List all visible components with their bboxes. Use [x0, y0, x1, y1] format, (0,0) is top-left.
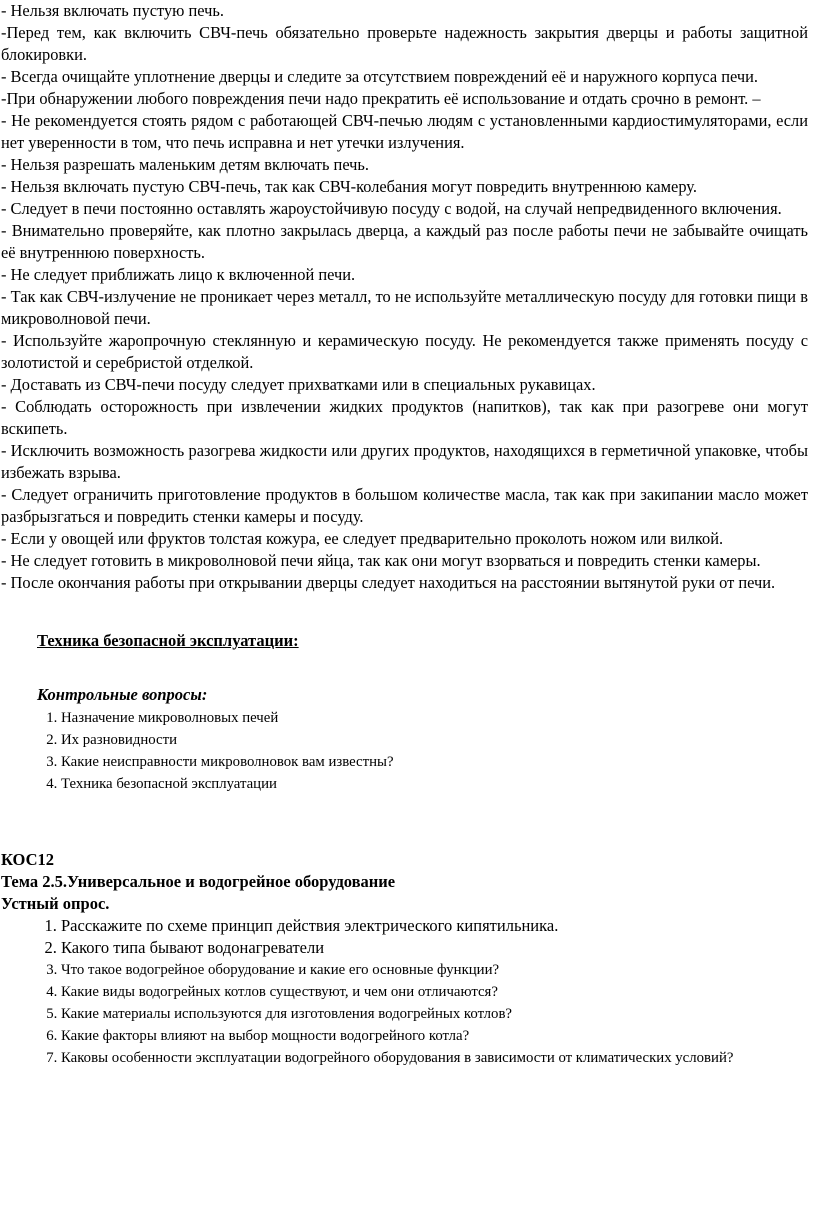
rule-paragraph: - Если у овощей или фруктов толстая кожура, ее следует предварительно проколоть ножом или вилкой.: [1, 529, 724, 548]
rule-paragraph: - Не следует готовить в микроволновой печи яйца, так как они могут взорваться и повредить стенки камеры.: [1, 551, 761, 570]
rule-paragraph: - Не рекомендуется стоять рядом с работающей СВЧ-печью людям с установленными кардиостимуляторами, если нет уверенности в том, что печь исправна и нет утечки излучения.: [1, 111, 808, 152]
rule-paragraph: -При обнаружении любого повреждения печи надо прекратить её использование и отдать срочно в ремонт. –: [1, 89, 761, 108]
rule-paragraph: -Перед тем, как включить СВЧ-печь обязательно проверьте надежность закрытия дверцы и работы защитной блокировки.: [1, 23, 808, 64]
safety-heading: Техника безопасной эксплуатации:: [37, 631, 299, 650]
list-item: 3. Что такое водогрейное оборудование и какие его основные функции?: [61, 959, 808, 981]
rule-paragraph: - Соблюдать осторожность при извлечении жидких продуктов (напитков), так как при разогреве они могут вскипеть.: [1, 397, 808, 438]
list-item: 2. Какого типа бывают водонагреватели: [61, 937, 808, 959]
rule-paragraph: - Нельзя разрешать маленьким детям включать печь.: [1, 155, 369, 174]
rule-paragraph: - Следует в печи постоянно оставлять жароустойчивую посуду с водой, на случай непредвиденного включения.: [1, 199, 782, 218]
oral-questions-list: [1, 915, 808, 1069]
list-item: 4. Техника безопасной эксплуатации: [61, 773, 808, 795]
rule-paragraph: - Всегда очищайте уплотнение дверцы и следите за отсутствием повреждений её и наружного корпуса печи.: [1, 67, 758, 86]
list-item: 2. Их разновидности: [61, 729, 808, 751]
list-item: 1. Расскажите по схеме принцип действия электрического кипятильника.: [61, 915, 808, 937]
rule-paragraph: - Внимательно проверяйте, как плотно закрылась дверца, а каждый раз после работы печи не забывайте очищать её внутреннюю поверхность.: [1, 221, 808, 262]
list-item: 6. Какие факторы влияют на выбор мощности водогрейного котла?: [61, 1025, 808, 1047]
rule-paragraph: - Не следует приближать лицо к включенной печи.: [1, 265, 356, 284]
rule-paragraph: - Так как СВЧ-излучение не проникает через металл, то не используйте металлическую посуду для готовки пищи в микроволновой печи.: [1, 287, 808, 328]
safety-rules: [1, 0, 808, 594]
rule-paragraph: - После окончания работы при открывании дверцы следует находиться на расстоянии вытянутой руки от печи.: [1, 573, 776, 592]
rule-paragraph: - Следует ограничить приготовление продуктов в большом количестве масла, так как при закипании масло может разбрызгаться и повредить стенки камеры и посуду.: [1, 485, 808, 526]
kos-label: КОС12: [1, 850, 55, 869]
rule-paragraph: - Доставать из СВЧ-печи посуду следует прихватками или в специальных рукавицах.: [1, 375, 596, 394]
rule-paragraph: - Нельзя включать пустую печь.: [1, 1, 224, 20]
control-questions-heading: Контрольные вопросы:: [37, 685, 208, 704]
rule-paragraph: - Исключить возможность разогрева жидкости или других продуктов, находящихся в герметичной упаковке, чтобы избежать взрыва.: [1, 441, 808, 482]
kos-section: [1, 849, 808, 1069]
topic-title: Тема 2.5.Универсальное и водогрейное оборудование: [1, 872, 396, 891]
oral-survey-label: Устный опрос.: [1, 894, 110, 913]
list-item: 7. Каковы особенности эксплуатации водогрейного оборудования в зависимости от климатических условий?: [61, 1047, 808, 1069]
list-item: 4. Какие виды водогрейных котлов существуют, и чем они отличаются?: [61, 981, 808, 1003]
list-item: 5. Какие материалы используются для изготовления водогрейных котлов?: [61, 1003, 808, 1025]
rule-paragraph: - Нельзя включать пустую СВЧ-печь, так как СВЧ-колебания могут повредить внутреннюю камеру.: [1, 177, 697, 196]
rule-paragraph: - Используйте жаропрочную стеклянную и керамическую посуду. Не рекомендуется также применять посуду с золотистой и серебристой отделкой.: [1, 331, 808, 372]
list-item: 1. Назначение микроволновых печей: [61, 707, 808, 729]
control-questions-list: [1, 707, 808, 795]
list-item: 3. Какие неисправности микроволновок вам известны?: [61, 751, 808, 773]
